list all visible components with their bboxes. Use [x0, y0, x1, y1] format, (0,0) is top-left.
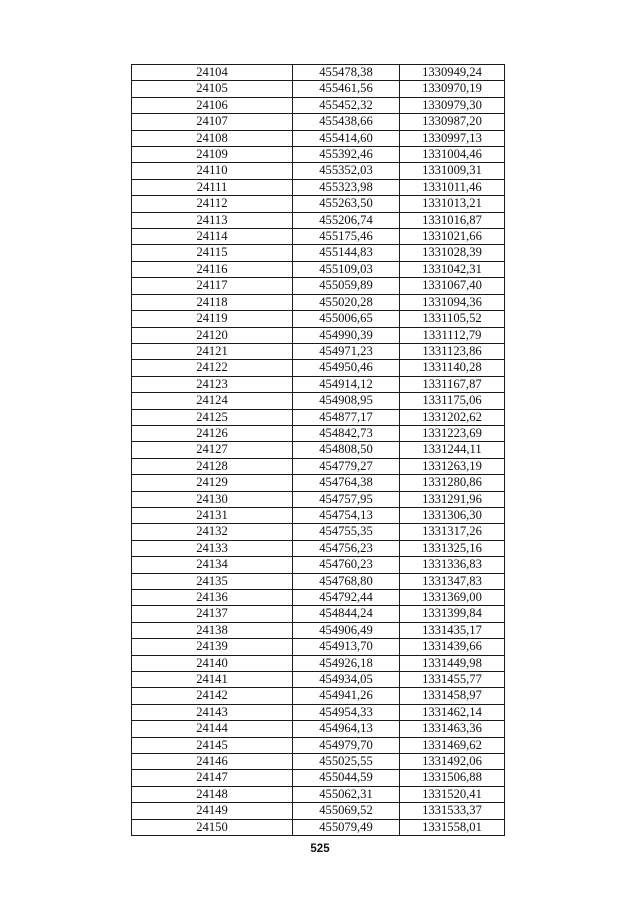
y-coordinate-cell: 1331167,87: [400, 376, 505, 392]
point-number-cell: 24143: [132, 704, 293, 720]
table-row: [132, 688, 505, 704]
y-coordinate-cell: 1331105,52: [400, 311, 505, 327]
x-coordinate-cell: 455452,32: [293, 97, 400, 113]
y-coordinate-cell: 1331347,83: [400, 573, 505, 589]
x-coordinate-cell: 455006,65: [293, 311, 400, 327]
y-coordinate-cell: 1330979,30: [400, 97, 505, 113]
table-row: [132, 425, 505, 441]
table-row: [132, 672, 505, 688]
point-number-cell: 24108: [132, 130, 293, 146]
x-coordinate-cell: 454941,26: [293, 688, 400, 704]
table-row: [132, 803, 505, 819]
table-row: [132, 786, 505, 802]
table-row: [132, 179, 505, 195]
y-coordinate-cell: 1331506,88: [400, 770, 505, 786]
x-coordinate-cell: 454950,46: [293, 360, 400, 376]
point-number-cell: 24118: [132, 294, 293, 310]
point-number-cell: 24137: [132, 606, 293, 622]
x-coordinate-cell: 454954,33: [293, 704, 400, 720]
y-coordinate-cell: 1331462,14: [400, 704, 505, 720]
point-number-cell: 24128: [132, 458, 293, 474]
y-coordinate-cell: 1331458,97: [400, 688, 505, 704]
x-coordinate-cell: 455069,52: [293, 803, 400, 819]
point-number-cell: 24130: [132, 491, 293, 507]
coordinates-table-body: [132, 65, 505, 836]
table-row: [132, 81, 505, 97]
y-coordinate-cell: 1331306,30: [400, 507, 505, 523]
x-coordinate-cell: 454913,70: [293, 639, 400, 655]
x-coordinate-cell: 455414,60: [293, 130, 400, 146]
x-coordinate-cell: 455263,50: [293, 196, 400, 212]
table-row: [132, 114, 505, 130]
y-coordinate-cell: 1331435,17: [400, 622, 505, 638]
table-row: [132, 376, 505, 392]
point-number-cell: 24112: [132, 196, 293, 212]
table-row: [132, 557, 505, 573]
x-coordinate-cell: 454842,73: [293, 425, 400, 441]
table-row: [132, 130, 505, 146]
point-number-cell: 24129: [132, 475, 293, 491]
table-row: [132, 491, 505, 507]
y-coordinate-cell: 1331028,39: [400, 245, 505, 261]
y-coordinate-cell: 1331244,11: [400, 442, 505, 458]
table-row: [132, 754, 505, 770]
y-coordinate-cell: 1331469,62: [400, 737, 505, 753]
point-number-cell: 24119: [132, 311, 293, 327]
x-coordinate-cell: 455206,74: [293, 212, 400, 228]
x-coordinate-cell: 455144,83: [293, 245, 400, 261]
point-number-cell: 24120: [132, 327, 293, 343]
y-coordinate-cell: 1331399,84: [400, 606, 505, 622]
y-coordinate-cell: 1331263,19: [400, 458, 505, 474]
y-coordinate-cell: 1331317,26: [400, 524, 505, 540]
y-coordinate-cell: 1331009,31: [400, 163, 505, 179]
y-coordinate-cell: 1331123,86: [400, 343, 505, 359]
table-row: [132, 278, 505, 294]
point-number-cell: 24126: [132, 425, 293, 441]
y-coordinate-cell: 1331280,86: [400, 475, 505, 491]
x-coordinate-cell: 454908,95: [293, 393, 400, 409]
point-number-cell: 24139: [132, 639, 293, 655]
page-number: 525: [310, 843, 330, 855]
x-coordinate-cell: 454844,24: [293, 606, 400, 622]
y-coordinate-cell: 1331520,41: [400, 786, 505, 802]
table-row: [132, 704, 505, 720]
table-row: [132, 196, 505, 212]
table-row: [132, 212, 505, 228]
x-coordinate-cell: 455438,66: [293, 114, 400, 130]
y-coordinate-cell: 1330997,13: [400, 130, 505, 146]
y-coordinate-cell: 1331202,62: [400, 409, 505, 425]
x-coordinate-cell: 454754,13: [293, 507, 400, 523]
y-coordinate-cell: 1331558,01: [400, 819, 505, 835]
table-row: [132, 655, 505, 671]
table-row: [132, 393, 505, 409]
y-coordinate-cell: 1331223,69: [400, 425, 505, 441]
point-number-cell: 24116: [132, 261, 293, 277]
table-row: [132, 147, 505, 163]
x-coordinate-cell: 454934,05: [293, 672, 400, 688]
point-number-cell: 24150: [132, 819, 293, 835]
x-coordinate-cell: 454808,50: [293, 442, 400, 458]
point-number-cell: 24141: [132, 672, 293, 688]
y-coordinate-cell: 1331325,16: [400, 540, 505, 556]
y-coordinate-cell: 1331455,77: [400, 672, 505, 688]
x-coordinate-cell: 455059,89: [293, 278, 400, 294]
point-number-cell: 24144: [132, 721, 293, 737]
table-row: [132, 721, 505, 737]
point-number-cell: 24142: [132, 688, 293, 704]
y-coordinate-cell: 1331492,06: [400, 754, 505, 770]
x-coordinate-cell: 455109,03: [293, 261, 400, 277]
y-coordinate-cell: 1331439,66: [400, 639, 505, 655]
coordinates-table: [131, 64, 505, 836]
point-number-cell: 24115: [132, 245, 293, 261]
point-number-cell: 24140: [132, 655, 293, 671]
point-number-cell: 24122: [132, 360, 293, 376]
y-coordinate-cell: 1331369,00: [400, 590, 505, 606]
x-coordinate-cell: 454979,70: [293, 737, 400, 753]
x-coordinate-cell: 454755,35: [293, 524, 400, 540]
x-coordinate-cell: 454792,44: [293, 590, 400, 606]
point-number-cell: 24132: [132, 524, 293, 540]
table-row: [132, 475, 505, 491]
y-coordinate-cell: 1331336,83: [400, 557, 505, 573]
point-number-cell: 24113: [132, 212, 293, 228]
x-coordinate-cell: 454926,18: [293, 655, 400, 671]
x-coordinate-cell: 454768,80: [293, 573, 400, 589]
y-coordinate-cell: 1331463,36: [400, 721, 505, 737]
point-number-cell: 24123: [132, 376, 293, 392]
point-number-cell: 24105: [132, 81, 293, 97]
table-row: [132, 343, 505, 359]
table-row: [132, 819, 505, 835]
point-number-cell: 24138: [132, 622, 293, 638]
y-coordinate-cell: 1330970,19: [400, 81, 505, 97]
table-row: [132, 524, 505, 540]
table-row: [132, 65, 505, 81]
x-coordinate-cell: 455079,49: [293, 819, 400, 835]
point-number-cell: 24121: [132, 343, 293, 359]
point-number-cell: 24134: [132, 557, 293, 573]
y-coordinate-cell: 1331291,96: [400, 491, 505, 507]
x-coordinate-cell: 454964,13: [293, 721, 400, 737]
x-coordinate-cell: 455062,31: [293, 786, 400, 802]
point-number-cell: 24136: [132, 590, 293, 606]
point-number-cell: 24109: [132, 147, 293, 163]
point-number-cell: 24149: [132, 803, 293, 819]
x-coordinate-cell: 454757,95: [293, 491, 400, 507]
point-number-cell: 24124: [132, 393, 293, 409]
y-coordinate-cell: 1331013,21: [400, 196, 505, 212]
x-coordinate-cell: 454906,49: [293, 622, 400, 638]
y-coordinate-cell: 1331175,06: [400, 393, 505, 409]
table-row: [132, 245, 505, 261]
y-coordinate-cell: 1331533,37: [400, 803, 505, 819]
point-number-cell: 24147: [132, 770, 293, 786]
x-coordinate-cell: 455025,55: [293, 754, 400, 770]
table-row: [132, 442, 505, 458]
x-coordinate-cell: 455478,38: [293, 65, 400, 81]
table-row: [132, 639, 505, 655]
table-row: [132, 327, 505, 343]
x-coordinate-cell: 455175,46: [293, 229, 400, 245]
y-coordinate-cell: 1331094,36: [400, 294, 505, 310]
point-number-cell: 24106: [132, 97, 293, 113]
x-coordinate-cell: 454779,27: [293, 458, 400, 474]
table-row: [132, 540, 505, 556]
point-number-cell: 24104: [132, 65, 293, 81]
table-row: [132, 573, 505, 589]
table-row: [132, 622, 505, 638]
point-number-cell: 24133: [132, 540, 293, 556]
y-coordinate-cell: 1331449,98: [400, 655, 505, 671]
table-row: [132, 606, 505, 622]
x-coordinate-cell: 454914,12: [293, 376, 400, 392]
x-coordinate-cell: 455352,03: [293, 163, 400, 179]
x-coordinate-cell: 455392,46: [293, 147, 400, 163]
point-number-cell: 24107: [132, 114, 293, 130]
y-coordinate-cell: 1331011,46: [400, 179, 505, 195]
x-coordinate-cell: 454971,23: [293, 343, 400, 359]
point-number-cell: 24135: [132, 573, 293, 589]
y-coordinate-cell: 1331004,46: [400, 147, 505, 163]
table-row: [132, 737, 505, 753]
y-coordinate-cell: 1331140,28: [400, 360, 505, 376]
table-row: [132, 409, 505, 425]
table-row: [132, 360, 505, 376]
table-row: [132, 229, 505, 245]
point-number-cell: 24148: [132, 786, 293, 802]
point-number-cell: 24127: [132, 442, 293, 458]
x-coordinate-cell: 455461,56: [293, 81, 400, 97]
y-coordinate-cell: 1331042,31: [400, 261, 505, 277]
y-coordinate-cell: 1331067,40: [400, 278, 505, 294]
table-row: [132, 311, 505, 327]
y-coordinate-cell: 1331021,66: [400, 229, 505, 245]
x-coordinate-cell: 455020,28: [293, 294, 400, 310]
table-row: [132, 294, 505, 310]
y-coordinate-cell: 1331016,87: [400, 212, 505, 228]
x-coordinate-cell: 454877,17: [293, 409, 400, 425]
x-coordinate-cell: 455323,98: [293, 179, 400, 195]
y-coordinate-cell: 1331112,79: [400, 327, 505, 343]
point-number-cell: 24125: [132, 409, 293, 425]
table-row: [132, 507, 505, 523]
point-number-cell: 24111: [132, 179, 293, 195]
point-number-cell: 24131: [132, 507, 293, 523]
y-coordinate-cell: 1330949,24: [400, 65, 505, 81]
x-coordinate-cell: 455044,59: [293, 770, 400, 786]
table-row: [132, 97, 505, 113]
point-number-cell: 24145: [132, 737, 293, 753]
x-coordinate-cell: 454764,38: [293, 475, 400, 491]
table-row: [132, 458, 505, 474]
point-number-cell: 24117: [132, 278, 293, 294]
x-coordinate-cell: 454756,23: [293, 540, 400, 556]
table-row: [132, 590, 505, 606]
point-number-cell: 24114: [132, 229, 293, 245]
table-row: [132, 163, 505, 179]
x-coordinate-cell: 454990,39: [293, 327, 400, 343]
x-coordinate-cell: 454760,23: [293, 557, 400, 573]
point-number-cell: 24146: [132, 754, 293, 770]
point-number-cell: 24110: [132, 163, 293, 179]
table-row: [132, 770, 505, 786]
table-row: [132, 261, 505, 277]
y-coordinate-cell: 1330987,20: [400, 114, 505, 130]
